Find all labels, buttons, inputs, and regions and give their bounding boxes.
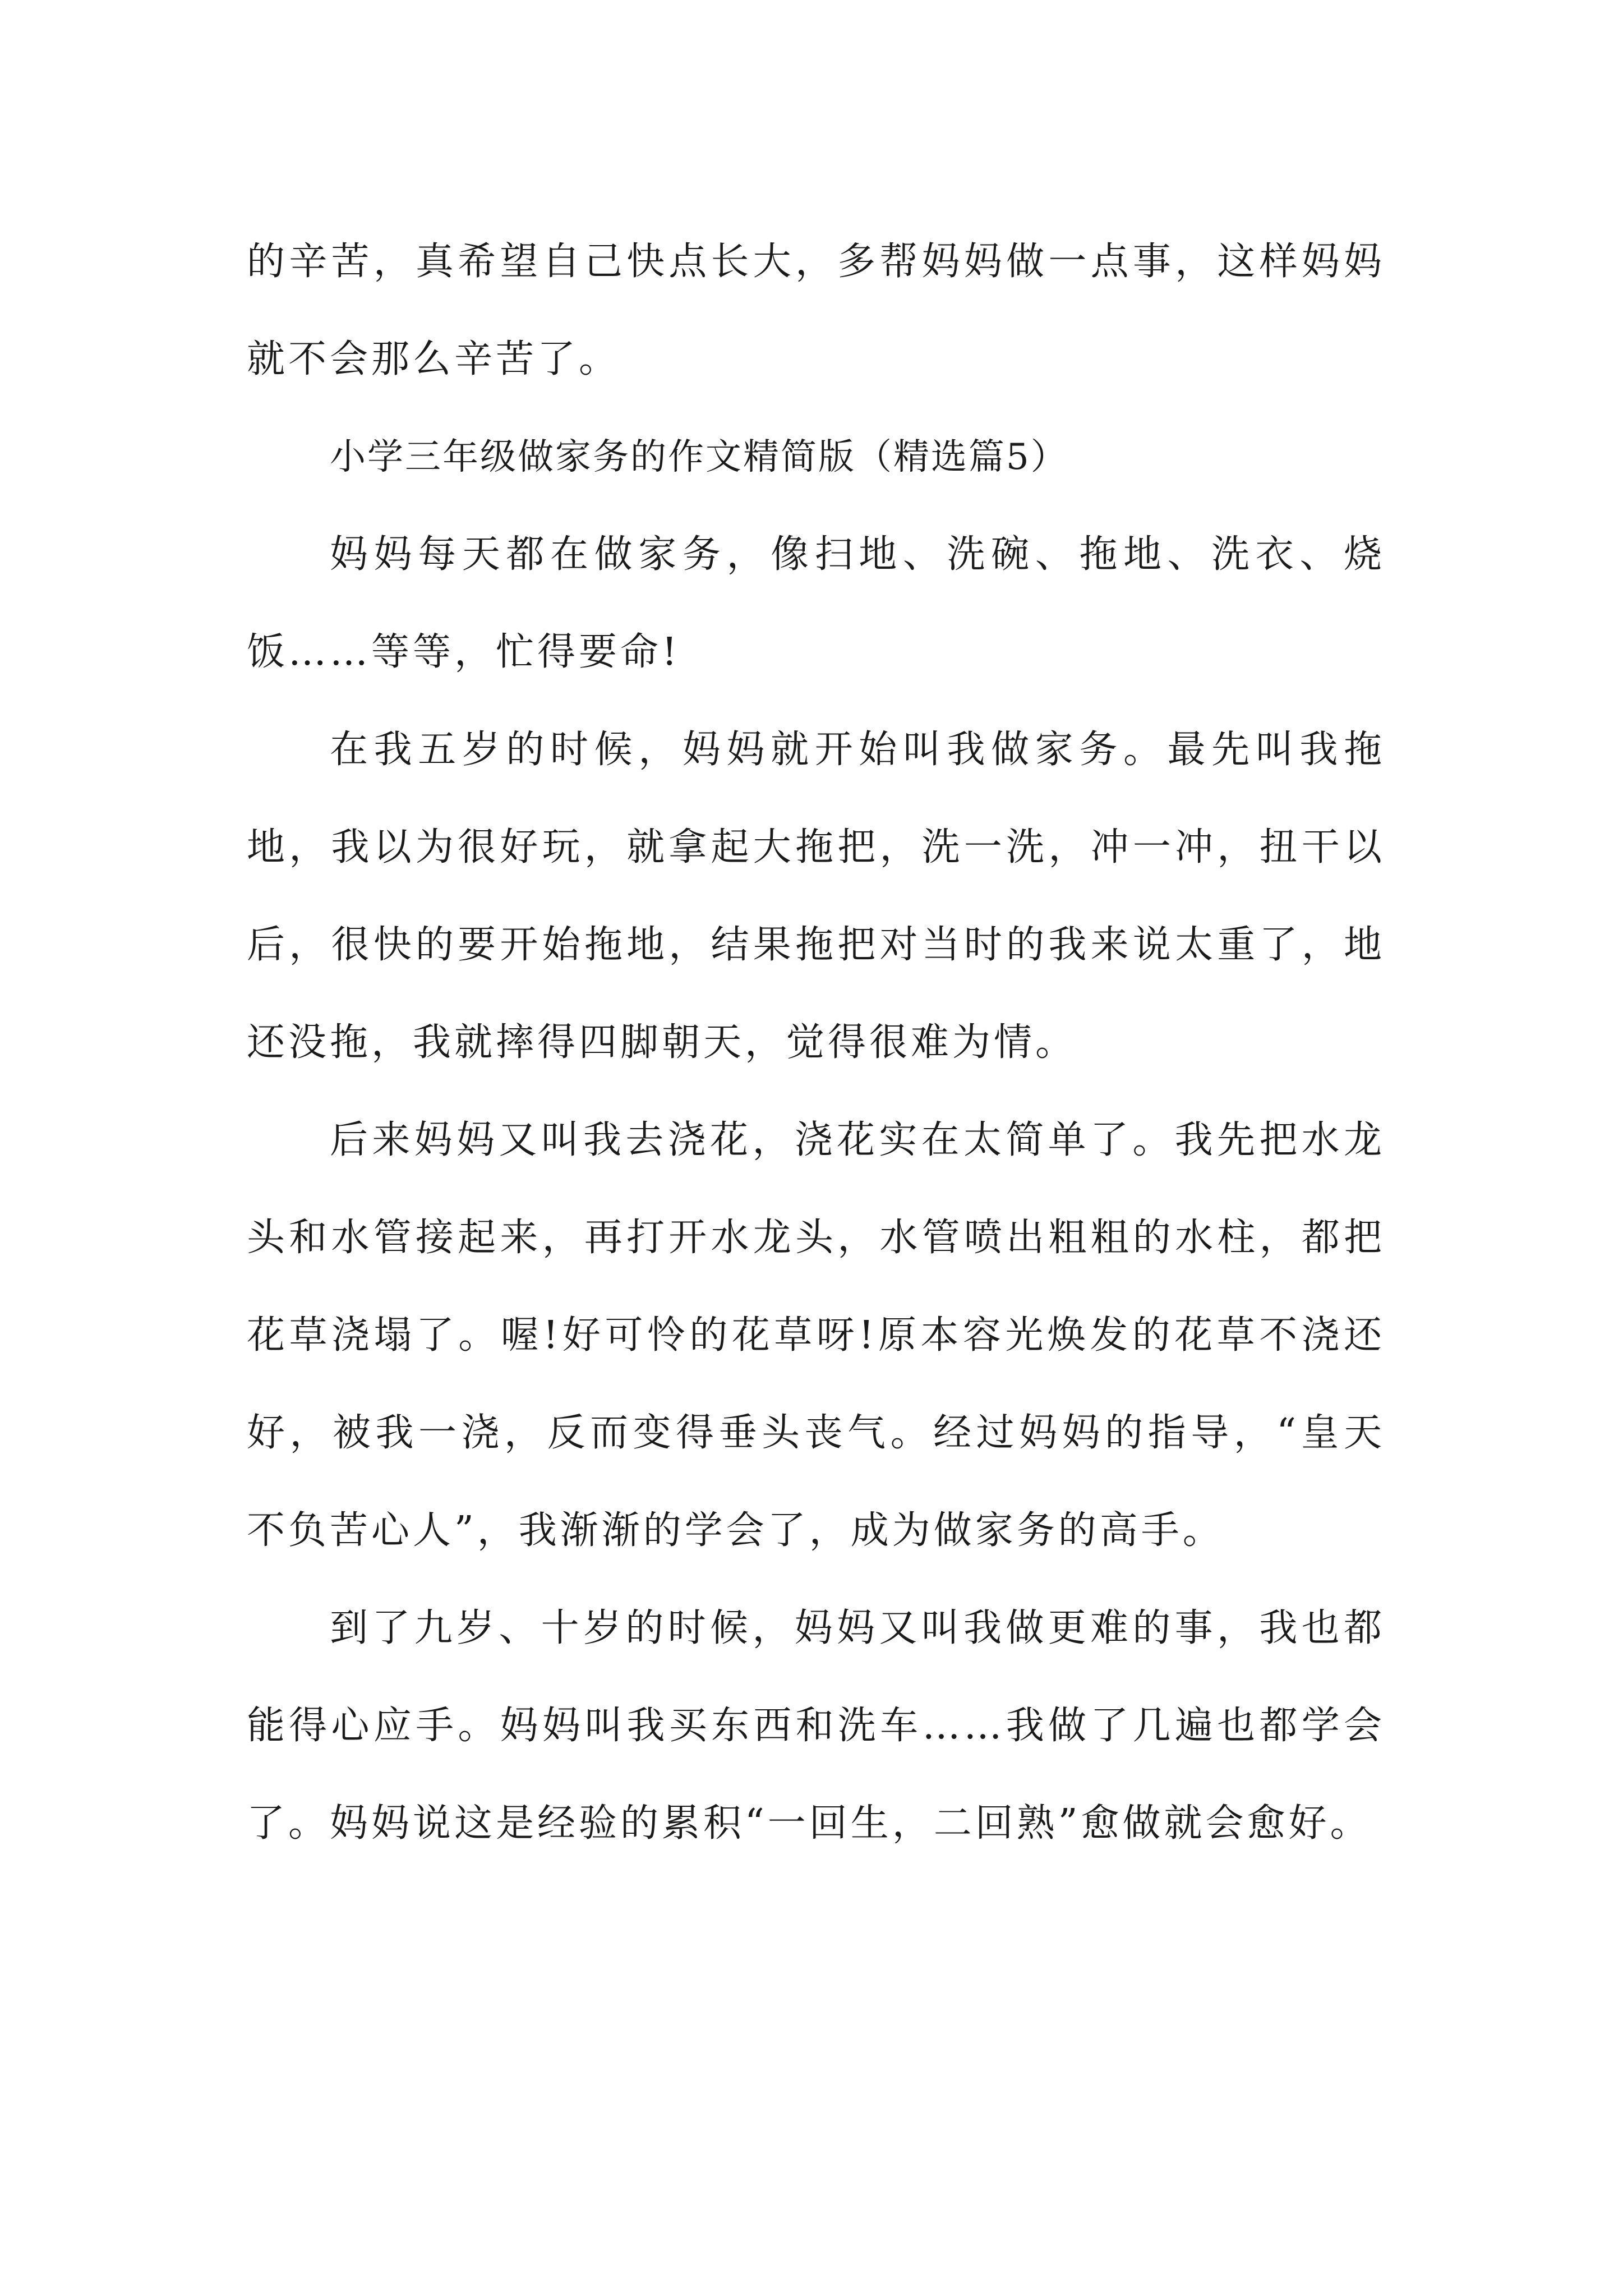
paragraph-3: 后来妈妈又叫我去浇花，浇花实在太简单了。我先把水龙头和水管接起来，再打开水龙头，水管喷出粗粗的水柱，都把花草浇塌了。喔!好可怜的花草呀!原本容光焕发的花草不浇还好，被我一浇，反而变得垂头丧气。经过妈妈的指导，“皇天不负苦心人”，我渐渐的学会了，成为做家务的高手。 [247,1118,1385,1553]
paragraph-1: 妈妈每天都在做家务，像扫地、洗碗、拖地、洗衣、烧饭……等等，忙得要命! [247,532,1385,674]
paragraph-2: 在我五岁的时候，妈妈就开始叫我做家务。最先叫我拖地，我以为很好玩，就拿起大拖把，洗一洗，冲一冲，扭干以后，很快的要开始拖地，结果拖把对当时的我来说太重了，地还没拖，我就摔得四脚朝天，觉得很难为情。 [247,728,1385,1065]
section-title: 小学三年级做家务的作文精简版（精选篇5） [330,436,1068,478]
paragraph-continuation: 的辛苦，真希望自己快点长大，多帮妈妈做一点事，这样妈妈就不会那么辛苦了。 [247,240,1385,381]
document-body [247,213,1385,1872]
paragraph-4: 到了九岁、十岁的时候，妈妈又叫我做更难的事，我也都能得心应手。妈妈叫我买东西和洗车……我做了几遍也都学会了。妈妈说这是经验的累积“一回生，二回熟”愈做就会愈好。 [247,1606,1385,1846]
